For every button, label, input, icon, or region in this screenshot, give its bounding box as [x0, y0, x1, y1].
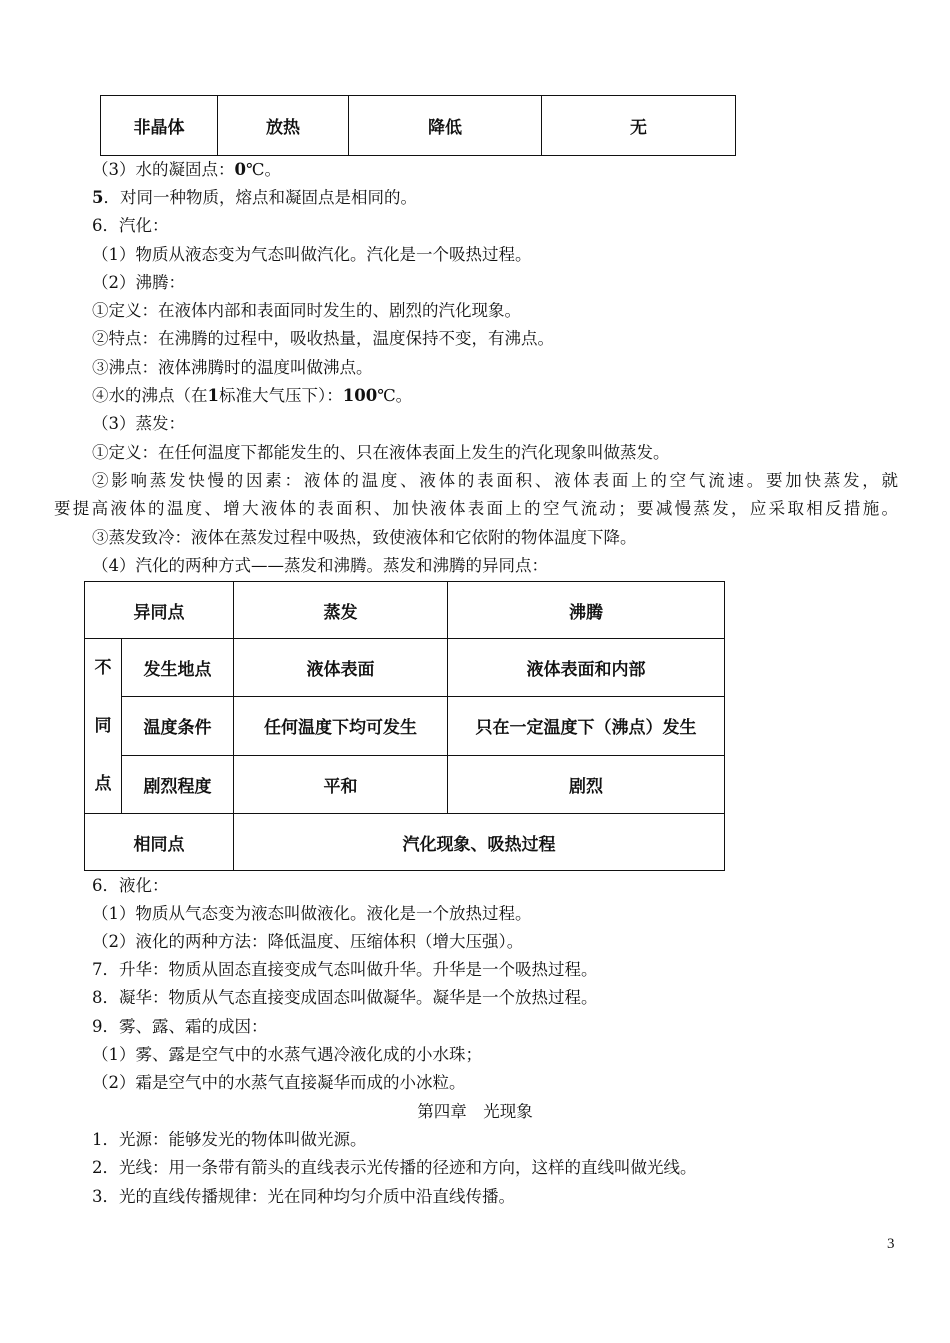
compare-table [84, 581, 725, 871]
evaporation-heading: （3）蒸发： [92, 414, 185, 433]
chapter-title: 第四章 光现象 [417, 1102, 533, 1121]
row-evaporation: 液体表面 [234, 639, 448, 697]
boiling-heading: （2）沸腾： [92, 273, 185, 292]
boiling-features: ②特点：在沸腾的过程中，吸收热量，温度保持不变，有沸点。 [92, 329, 554, 348]
two-modes-heading: （4）汽化的两种方式——蒸发和沸腾。蒸发和沸腾的异同点： [92, 556, 548, 575]
page-number: 3 [887, 1236, 895, 1252]
water-boiling-point [92, 386, 412, 406]
text-bold: 100 [342, 386, 378, 405]
evaporation-cooling: ③蒸发致冷：液体在蒸发过程中吸热，致使液体和它依附的物体温度下降。 [92, 528, 637, 547]
text-bold: 0 [234, 160, 246, 179]
text: ④水的沸点（在 [92, 386, 208, 405]
deposition: 8．凝华：物质从气态直接变成固态叫做凝华。凝华是一个放热过程。 [92, 988, 598, 1007]
text-bold: 1 [207, 386, 219, 405]
header-evaporation: 蒸发 [234, 582, 448, 639]
header-aspect: 异同点 [85, 582, 234, 639]
evaporation-factors: ②影响蒸发快慢的因素：液体的温度、液体的表面积、液体表面上的空气流速。要加快蒸发，就 [92, 471, 898, 490]
evaporation-factors-cont: 要提高液体的温度、增大液体的表面积、加快液体表面上的空气流动；要减慢蒸发，应采取相反措施。 [54, 499, 898, 518]
fog-dew-frost-heading: 9．雾、露、霜的成因： [92, 1017, 268, 1036]
text: （3）水的凝固点： [92, 160, 235, 179]
row-boiling: 液体表面和内部 [448, 639, 725, 697]
boiling-point: ③沸点：液体沸腾时的温度叫做沸点。 [92, 358, 373, 377]
diff-char: 同 [94, 716, 112, 736]
liquefaction-heading: 6．液化： [92, 876, 169, 895]
light-ray: 2．光线：用一条带有箭头的直线表示光传播的径迹和方向，这样的直线叫做光线。 [92, 1158, 697, 1177]
text: 标准大气压下）： [218, 386, 343, 405]
vaporization-definition: （1）物质从液态变为气态叫做汽化。汽化是一个吸热过程。 [92, 245, 532, 264]
row-evaporation: 任何温度下均可发生 [234, 697, 448, 755]
diff-char: 点 [94, 774, 112, 794]
frost: （2）霜是空气中的水蒸气直接凝华而成的小冰粒。 [92, 1073, 466, 1092]
liquefaction-definition: （1）物质从气态变为液态叫做液化。液化是一个放热过程。 [92, 904, 532, 923]
light-source: 1．光源：能够发光的物体叫做光源。 [92, 1130, 367, 1149]
row-boiling: 剧烈 [448, 755, 725, 813]
cell-release-heat: 放热 [218, 96, 349, 156]
melting-point-line [92, 188, 417, 208]
cell-none: 无 [542, 96, 736, 156]
header-boiling: 沸腾 [448, 582, 725, 639]
same-label: 相同点 [85, 814, 234, 871]
rectilinear-propagation: 3．光的直线传播规律：光在同种均匀介质中沿直线传播。 [92, 1187, 515, 1206]
water-freezing-point-line [92, 160, 281, 180]
evaporation-definition: ①定义：在任何温度下都能发生的、只在液体表面上发生的汽化现象叫做蒸发。 [92, 443, 670, 462]
row-boiling: 只在一定温度下（沸点）发生 [448, 697, 725, 755]
boiling-definition: ①定义：在液体内部和表面同时发生的、剧烈的汽化现象。 [92, 301, 521, 320]
row-label: 发生地点 [122, 639, 234, 697]
diff-char: 不 [94, 658, 112, 678]
liquefaction-methods: （2）液化的两种方法：降低温度、压缩体积（增大压强）。 [92, 932, 524, 951]
same-value: 汽化现象、吸热过程 [234, 814, 725, 871]
text: ℃。 [377, 386, 413, 405]
sublimation: 7．升华：物质从固态直接变成气态叫做升华。升华是一个吸热过程。 [92, 960, 598, 979]
row-label: 剧烈程度 [122, 755, 234, 813]
diff-label [85, 639, 122, 814]
cell-amorphous: 非晶体 [101, 96, 218, 156]
text: ．对同一种物质，熔点和凝固点是相同的。 [103, 188, 417, 207]
text: ℃。 [245, 160, 281, 179]
row-evaporation: 平和 [234, 755, 448, 813]
fog-dew: （1）雾、露是空气中的水蒸气遇冷液化成的小水珠； [92, 1045, 482, 1064]
vaporization-heading: 6．汽化： [92, 216, 169, 235]
row-label: 温度条件 [122, 697, 234, 755]
cell-decrease: 降低 [349, 96, 542, 156]
top-table [100, 95, 736, 156]
number-bold: 5 [92, 188, 104, 207]
